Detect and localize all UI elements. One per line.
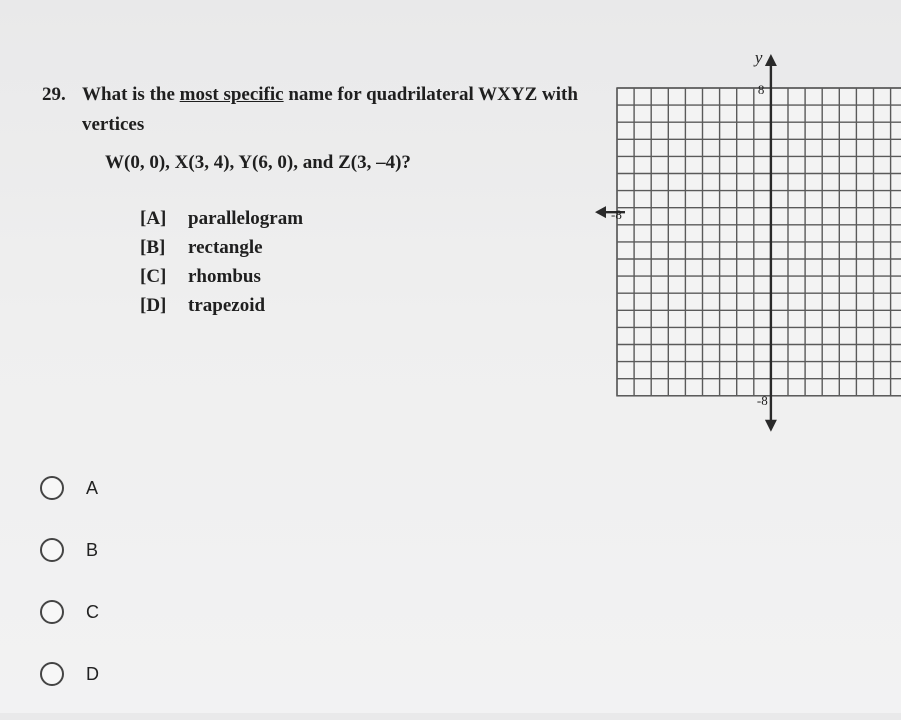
question-vertices: W(0, 0), X(3, 4), Y(6, 0), and Z(3, –4)? — [105, 152, 411, 173]
choice-c — [140, 262, 303, 291]
coordinate-grid — [592, 48, 901, 440]
answer-option-c[interactable] — [40, 596, 99, 628]
choice-a — [140, 204, 303, 233]
choice-text: trapezoid — [188, 295, 266, 316]
answer-options — [40, 472, 99, 720]
tick-label-left: -8 — [611, 207, 622, 223]
tick-label-bottom: -8 — [756, 392, 768, 408]
answer-option-a[interactable] — [40, 472, 99, 504]
choice-d — [140, 291, 303, 320]
question-text — [82, 80, 582, 140]
answer-label-c: C — [86, 601, 99, 622]
answer-label-a: A — [86, 477, 99, 498]
answer-option-d[interactable] — [40, 658, 99, 690]
radio-d[interactable] — [40, 662, 64, 686]
y-axis-label: y — [754, 48, 763, 67]
tick-label-top: 8 — [757, 82, 765, 97]
radio-c[interactable] — [40, 600, 64, 624]
choice-letter: [A] — [140, 208, 167, 229]
choice-letter: [D] — [140, 295, 167, 316]
radio-b[interactable] — [40, 538, 64, 562]
coordinate-grid-svg — [592, 48, 901, 440]
choice-list — [140, 204, 303, 320]
choice-text: rectangle — [188, 237, 263, 258]
question-emphasis: most specific — [179, 84, 284, 105]
choice-letter: [C] — [140, 266, 167, 287]
choice-text: parallelogram — [188, 208, 304, 229]
question-number: 29. — [42, 84, 66, 105]
choice-letter: [B] — [140, 237, 166, 258]
up-arrow-icon — [765, 54, 777, 66]
answer-option-b[interactable] — [40, 534, 99, 566]
answer-label-b: B — [86, 539, 99, 560]
answer-label-d: D — [86, 663, 99, 684]
left-arrow-icon — [595, 206, 606, 218]
question-text-before: What is the — [82, 84, 180, 105]
question-text-after: name for quadrilateral WXYZ with vertices — [82, 84, 578, 135]
choice-b — [140, 233, 303, 262]
down-arrow-icon — [765, 420, 777, 432]
choice-text: rhombus — [188, 266, 261, 287]
radio-a[interactable] — [40, 476, 64, 500]
